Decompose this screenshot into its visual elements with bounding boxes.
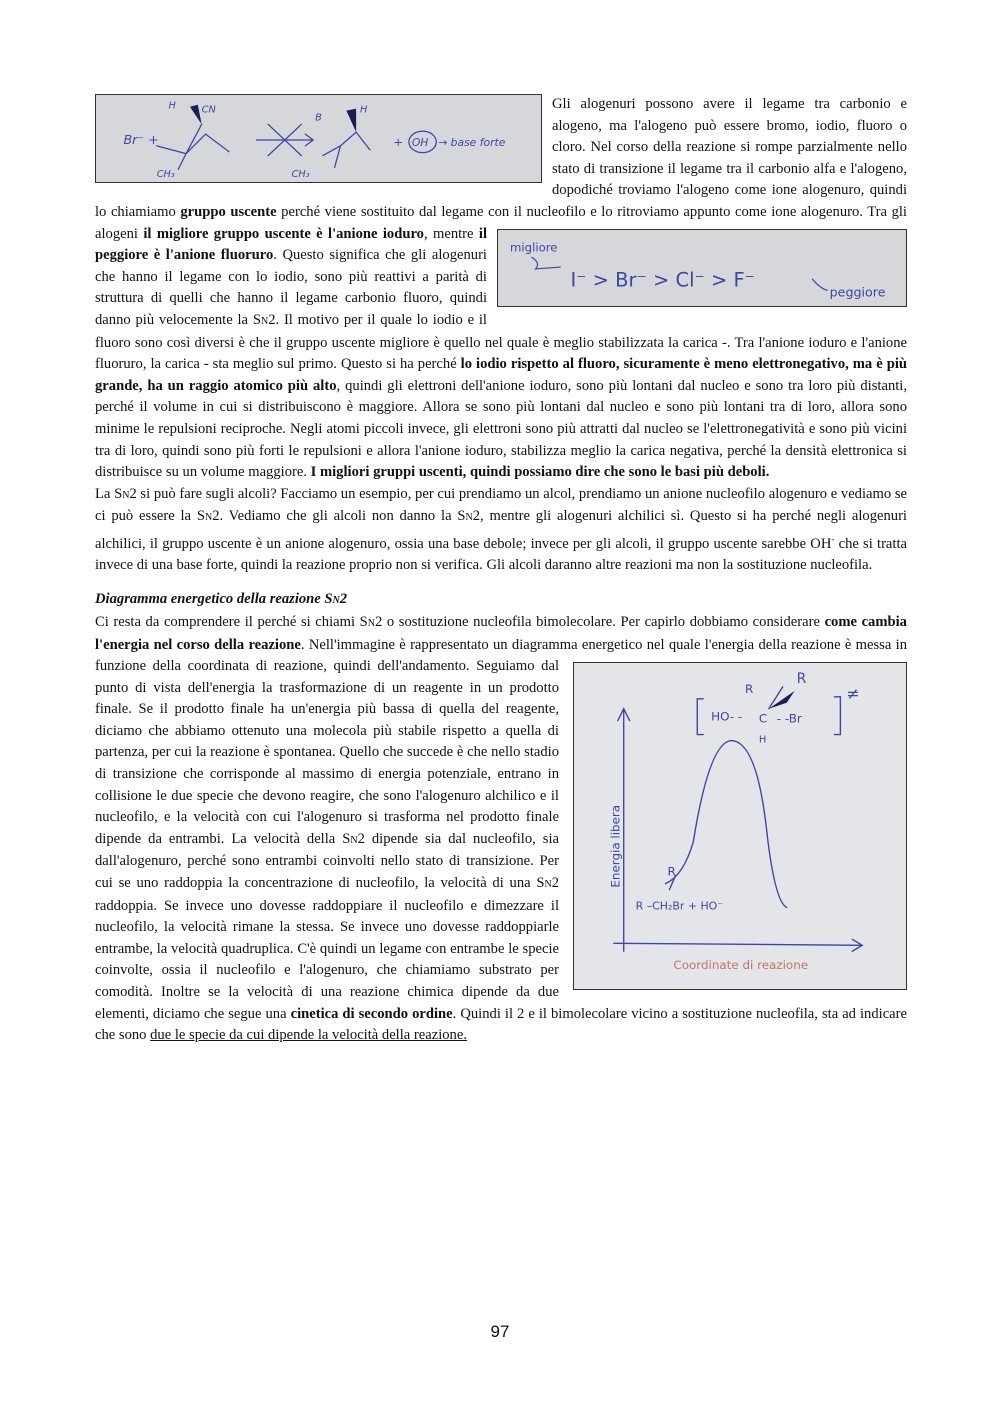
ch3-label-right: CH₃	[291, 169, 310, 181]
reaction-sketch	[96, 95, 541, 182]
b-label: B	[315, 112, 322, 124]
text-span: 2 o sostituzione nucleofila bimolecolare. Per capirlo dobbiamo considerare	[374, 613, 825, 630]
text-span: 2 dipende sia dal nucleofilo, sia dall'alogenuro, perché sono entrambi coinvolti nello stato di transizione. Per cui se uno raddoppia la concentrazione di nucleofilo, la velocità di una S	[95, 830, 559, 892]
x-axis-label: Coordinate di reazione	[673, 958, 809, 973]
heading-text-end: 2	[339, 590, 348, 607]
ch3-label-left: CH₃	[156, 169, 175, 181]
start-label: R	[667, 864, 676, 879]
text-span: 2 si può fare sugli alcoli? Facciamo un esempio, per cui prendiamo un alcol, prendiamo un anione nucleofilo alogenuro e vediamo se ci può essere la S	[95, 485, 907, 525]
br-minus-label: Br⁻ +	[123, 131, 159, 147]
page-content	[95, 94, 907, 1047]
h-label-right: H	[360, 104, 368, 116]
text-span: 2 raddoppia. Se invece uno dovesse raddoppiare il nucleofilo e dimezzare il nucleofilo, la velocità rimane la stessa. Se invece uno dovesse raddoppiarle entrambe, la velocità quadruplica. C'è quindi un legame con entrambe le specie coinvolte, ossia il nucleofilo e l'alogenuro, che chiamiamo substrato per comodità. Inoltre se la velocità di una reazione chimica dipende da due elementi, diciamo che segue una	[95, 875, 559, 1022]
cn-label: CN	[201, 104, 216, 116]
r1-label: R	[744, 681, 754, 696]
text-span: Seguiamo dal punto di vista dell'energia la trasformazione di un reagente in un prodotto finale. Se il prodotto finale ha un'energia più bassa di quella del reagente, diciamo che abbiamo ottenuto una molecola più stabile rispetto a quella di partenza, per cui la reazione è spontanea. Quello che succede è che nello stadio di transizione che corrisponde al massimo di energia potenziale, entrano in collisione le due specie che devono reagire, che sono l'alogenuro alchilico e il nucleofilo, e la velocità con cui l'alogenuro si trasforma nel prodotto finale dipende da entrambi. La velocità della S	[95, 658, 559, 847]
bold-span: come cambia l'energia nel corso della reazione	[95, 613, 907, 653]
bold-span: cinetica di secondo ordine	[290, 1005, 453, 1022]
text-span: , mentre	[423, 225, 479, 242]
base-forte-label: → base forte	[438, 135, 506, 149]
paragraph-energy-diagram	[95, 612, 907, 1047]
y-axis-label: Energia libera	[608, 805, 623, 888]
r2-label: R	[796, 670, 807, 687]
superscript: -	[831, 533, 835, 544]
migliore-label: migliore	[510, 239, 558, 254]
energy-diagram-sketch	[574, 663, 906, 989]
paragraph-alcohols	[95, 484, 907, 577]
subscript: N	[367, 617, 375, 629]
text-span: 2. Il motivo per il quale lo iodio e il fluoro sono così diversi è che il gruppo uscente migliore è quello nel quale è meglio stabilizzata la carica -. Tra l'anione ioduro e l'anione fluoruro, la carica - sta meglio sul primo. Questo si ha perché	[95, 311, 907, 373]
reaction-figure	[95, 94, 542, 183]
heading-text: Diagramma energetico della reazione S	[95, 590, 333, 607]
subscript: N	[350, 834, 358, 846]
heading-subscript: N	[332, 594, 340, 606]
h-label: H	[758, 734, 767, 746]
subscript: N	[122, 489, 130, 501]
underlined-span: due le specie da cui dipende la velocità della reazione.	[150, 1027, 467, 1044]
dagger-label: ≠	[846, 683, 860, 703]
text-span: Ci resta da comprendere il perché si chiami S	[95, 613, 368, 630]
subscript: N	[465, 512, 473, 524]
h-label: H	[168, 100, 176, 112]
energy-diagram-figure	[573, 662, 907, 990]
text-span: che si tratta invece di una base forte, quindi la reazione proprio non si verifica. Gli alcoli daranno altre reazioni ma non la sostituzione nucleofila.	[95, 535, 907, 574]
plus-sign: +	[393, 134, 404, 149]
text-span: perché viene sostituito dal legame con il nucleofilo e lo ritroviamo appunto come ione alogenuro. Tra gli alogeni	[95, 203, 907, 242]
oh-label: OH	[411, 135, 429, 149]
text-span: . Questo significa che gli alogenuri che hanno il legame con lo iodio, sono più reattivi a parità di struttura di quelli che hanno il legame carbonio fluoro, quindi danno più velocemente la S	[95, 247, 487, 328]
reagent-label: R –CH₂Br + HO⁻	[635, 899, 724, 913]
bold-span: il peggiore è l'anione fluoruro	[95, 225, 487, 264]
halide-order-figure	[497, 229, 907, 307]
ts-right: - -Br	[776, 711, 802, 726]
text-span: La S	[95, 485, 123, 502]
page-number: 97	[490, 1322, 510, 1341]
bold-span: I migliori gruppi uscenti, quindi possiamo dire che sono le basi più deboli.	[310, 464, 770, 481]
text-span: . Quindi il 2 e il bimolecolare vicino a sostituzione nucleofila, sta ad indicare che sono	[95, 1005, 907, 1044]
peggiore-label: peggiore	[829, 283, 886, 299]
bold-span: il migliore gruppo uscente è l'anione ioduro	[143, 225, 424, 242]
text-span: Gli alogenuri possono avere il legame tra carbonio e alogeno, ma l'alogeno può essere bromo, iodio, fluoro o cloro. Nel corso della reazione si rompe parzialmente nello stato di transizione il legame tra il carbonio alfa e l'alogeno, dopodiché troviamo l'alogeno come ione alogenuro, quindi lo chiamiamo	[95, 96, 907, 220]
text-span: , quindi gli elettroni dell'anione ioduro, sono più lontani dal nucleo e sono tra loro più distanti, perché il volume in cui si distribuiscono è maggiore. Allora se sono più lontani dal nucleo e sono più lontani tra di loro, allora sono minime le repulsioni reciproche. Negli atomi piccoli invece, gli elettroni sono più attratti dal nucleo se l'elettronegatività e sono più vicini tra di loro, quindi sono più forti le repulsioni e allora l'anione ioduro, stabilizza meglio la carica negativa, perché la densità elettronica si distribuisce su un volume maggiore.	[95, 377, 908, 481]
halide-order: I⁻ > Br⁻ > Cl⁻ > F⁻	[570, 268, 755, 292]
bold-span: gruppo uscente	[180, 203, 277, 220]
subscript: N	[204, 512, 213, 524]
text-span: . Nell'immagine è rappresentato un diagramma energetico nel quale l'energia della reazione è messa in funzione della coordinata di reazione, quindi dell'andamento.	[95, 636, 908, 675]
text-span: 2, mentre gli alogenuri alchilici sì. Questo si ha perché negli alogenuri alchilici, il gruppo uscente è un anione alogenuro, ossia una base debole; invece per gli alcoli, il gruppo uscente sarebbe OH	[95, 508, 907, 552]
ts-left: HO- -	[711, 709, 743, 724]
subscript: N	[260, 315, 269, 327]
bold-span: lo iodio rispetto al fluoro, sicuramente è meno elettronegativo, ma è più grande, ha un raggio atomico più alto	[95, 356, 907, 394]
ts-carbon: C	[758, 711, 768, 726]
halide-order-sketch	[498, 230, 906, 306]
subscript: N	[544, 879, 552, 891]
section-heading	[95, 591, 907, 608]
text-span: 2. Vediamo che gli alcoli non danno la S	[212, 508, 466, 525]
